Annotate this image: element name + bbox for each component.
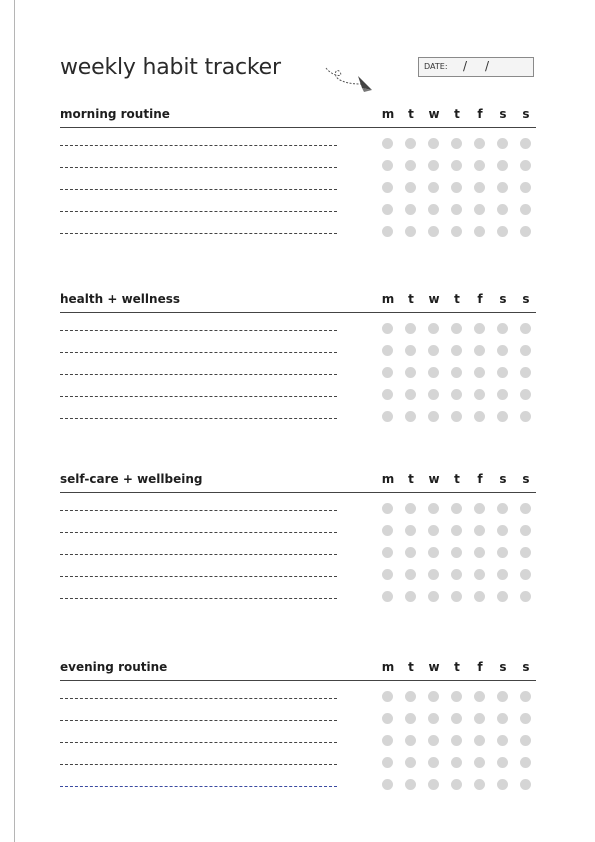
habit-checkbox-dot[interactable] — [428, 591, 439, 602]
habit-row — [60, 158, 536, 180]
day-label: s — [522, 660, 530, 674]
habit-row — [60, 224, 536, 246]
habit-checkbox-dot[interactable] — [382, 547, 393, 558]
habit-entry-line[interactable] — [60, 396, 337, 397]
habit-entry-line[interactable] — [60, 510, 337, 511]
habit-checkbox-dot[interactable] — [520, 323, 531, 334]
habit-checkbox-dot[interactable] — [405, 389, 416, 400]
habit-row — [60, 589, 536, 611]
habit-checkbox-dot[interactable] — [520, 713, 531, 724]
day-label: f — [477, 660, 483, 674]
habit-checkbox-dot[interactable] — [451, 525, 462, 536]
habit-checkbox-dot[interactable] — [520, 138, 531, 149]
day-label: s — [522, 107, 530, 121]
habit-rows — [60, 501, 536, 611]
habit-checkbox-dot[interactable] — [497, 691, 508, 702]
day-label: s — [499, 472, 507, 486]
habit-checkbox-dot[interactable] — [405, 411, 416, 422]
day-label: t — [454, 472, 460, 486]
day-label: f — [477, 292, 483, 306]
habit-checkbox-dot[interactable] — [451, 138, 462, 149]
habit-checkbox-dot[interactable] — [497, 138, 508, 149]
habit-row — [60, 180, 536, 202]
habit-row — [60, 387, 536, 409]
habit-checkbox-dot[interactable] — [474, 591, 485, 602]
section-divider — [60, 312, 536, 313]
day-label: m — [381, 292, 395, 306]
habit-checkbox-dot[interactable] — [474, 226, 485, 237]
habit-row — [60, 545, 536, 567]
habit-rows — [60, 321, 536, 431]
habit-checkbox-dot[interactable] — [382, 345, 393, 356]
habit-checkbox-dot[interactable] — [405, 525, 416, 536]
habit-checkbox-dot[interactable] — [451, 713, 462, 724]
habit-entry-line[interactable] — [60, 145, 337, 146]
habit-checkbox-dot[interactable] — [451, 569, 462, 580]
habit-checkbox-dot[interactable] — [520, 569, 531, 580]
habit-checkbox-dot[interactable] — [405, 735, 416, 746]
date-field[interactable] — [418, 57, 534, 77]
habit-checkbox-dot[interactable] — [520, 757, 531, 768]
habit-checkbox-dot[interactable] — [405, 569, 416, 580]
habit-entry-line[interactable] — [60, 554, 337, 555]
habit-entry-line[interactable] — [60, 720, 337, 721]
habit-checkbox-dot[interactable] — [474, 160, 485, 171]
habit-row — [60, 711, 536, 733]
habit-checkbox-dot[interactable] — [497, 547, 508, 558]
habit-checkbox-dot[interactable] — [405, 713, 416, 724]
habit-section — [60, 472, 536, 492]
habit-checkbox-dot[interactable] — [474, 713, 485, 724]
habit-checkbox-dot[interactable] — [451, 160, 462, 171]
day-label: w — [428, 107, 440, 121]
habit-entry-line[interactable] — [60, 742, 337, 743]
habit-checkbox-dot[interactable] — [405, 226, 416, 237]
habit-checkbox-dot[interactable] — [474, 691, 485, 702]
habit-checkbox-dot[interactable] — [428, 525, 439, 536]
habit-checkbox-dot[interactable] — [520, 411, 531, 422]
habit-checkbox-dot[interactable] — [474, 345, 485, 356]
habit-checkbox-dot[interactable] — [382, 411, 393, 422]
habit-checkbox-dot[interactable] — [497, 779, 508, 790]
section-title: evening routine — [60, 660, 168, 674]
habit-checkbox-dot[interactable] — [497, 503, 508, 514]
section-title: health + wellness — [60, 292, 180, 306]
habit-checkbox-dot[interactable] — [382, 591, 393, 602]
day-label: s — [499, 292, 507, 306]
day-label: m — [381, 472, 395, 486]
habit-checkbox-dot[interactable] — [474, 525, 485, 536]
habit-checkbox-dot[interactable] — [520, 345, 531, 356]
habit-checkbox-dot[interactable] — [428, 411, 439, 422]
day-label: t — [408, 292, 414, 306]
habit-checkbox-dot[interactable] — [451, 591, 462, 602]
habit-checkbox-dot[interactable] — [497, 411, 508, 422]
habit-checkbox-dot[interactable] — [382, 323, 393, 334]
habit-checkbox-dot[interactable] — [405, 691, 416, 702]
habit-checkbox-dot[interactable] — [405, 779, 416, 790]
habit-row — [60, 689, 536, 711]
habit-checkbox-dot[interactable] — [474, 389, 485, 400]
habit-checkbox-dot[interactable] — [428, 735, 439, 746]
day-label: w — [428, 472, 440, 486]
habit-entry-line[interactable] — [60, 211, 337, 212]
habit-checkbox-dot[interactable] — [474, 757, 485, 768]
habit-checkbox-dot[interactable] — [497, 525, 508, 536]
habit-checkbox-dot[interactable] — [497, 735, 508, 746]
page-title: weekly habit tracker — [60, 55, 281, 80]
habit-checkbox-dot[interactable] — [428, 713, 439, 724]
habit-checkbox-dot[interactable] — [428, 182, 439, 193]
habit-checkbox-dot[interactable] — [497, 204, 508, 215]
date-separator: / — [485, 59, 490, 73]
habit-entry-line[interactable] — [60, 576, 337, 577]
day-label: m — [381, 660, 395, 674]
habit-checkbox-dot[interactable] — [520, 525, 531, 536]
habit-checkbox-dot[interactable] — [520, 367, 531, 378]
habit-rows — [60, 136, 536, 246]
day-label: s — [499, 660, 507, 674]
habit-checkbox-dot[interactable] — [428, 757, 439, 768]
day-label: f — [477, 107, 483, 121]
habit-row — [60, 409, 536, 431]
habit-checkbox-dot[interactable] — [474, 204, 485, 215]
habit-row — [60, 365, 536, 387]
section-divider — [60, 127, 536, 128]
habit-checkbox-dot[interactable] — [428, 389, 439, 400]
habit-checkbox-dot[interactable] — [405, 160, 416, 171]
habit-checkbox-dot[interactable] — [451, 691, 462, 702]
section-title: morning routine — [60, 107, 170, 121]
habit-entry-line[interactable] — [60, 330, 337, 331]
habit-checkbox-dot[interactable] — [382, 691, 393, 702]
day-label: w — [428, 660, 440, 674]
habit-row — [60, 343, 536, 365]
habit-checkbox-dot[interactable] — [520, 503, 531, 514]
habit-checkbox-dot[interactable] — [405, 503, 416, 514]
habit-checkbox-dot[interactable] — [428, 367, 439, 378]
habit-row — [60, 755, 536, 777]
habit-section — [60, 107, 536, 127]
habit-row — [60, 733, 536, 755]
section-header — [60, 660, 536, 680]
section-divider — [60, 680, 536, 681]
habit-entry-line[interactable] — [60, 418, 337, 419]
habit-checkbox-dot[interactable] — [428, 569, 439, 580]
habit-checkbox-dot[interactable] — [497, 345, 508, 356]
habit-entry-line[interactable] — [60, 764, 337, 765]
habit-checkbox-dot[interactable] — [451, 779, 462, 790]
habit-checkbox-dot[interactable] — [405, 345, 416, 356]
habit-checkbox-dot[interactable] — [428, 503, 439, 514]
habit-row — [60, 321, 536, 343]
habit-checkbox-dot[interactable] — [497, 323, 508, 334]
section-header — [60, 292, 536, 312]
habit-checkbox-dot[interactable] — [474, 138, 485, 149]
habit-checkbox-dot[interactable] — [428, 204, 439, 215]
habit-entry-line[interactable] — [60, 698, 337, 699]
habit-checkbox-dot[interactable] — [451, 345, 462, 356]
day-label: t — [408, 107, 414, 121]
paper-plane-arrow-icon — [318, 62, 378, 98]
habit-checkbox-dot[interactable] — [474, 547, 485, 558]
day-label: m — [381, 107, 395, 121]
habit-checkbox-dot[interactable] — [428, 138, 439, 149]
habit-checkbox-dot[interactable] — [405, 204, 416, 215]
habit-checkbox-dot[interactable] — [382, 525, 393, 536]
habit-checkbox-dot[interactable] — [382, 138, 393, 149]
habit-checkbox-dot[interactable] — [497, 757, 508, 768]
habit-row — [60, 136, 536, 158]
habit-entry-line[interactable] — [60, 598, 337, 599]
habit-checkbox-dot[interactable] — [520, 182, 531, 193]
habit-checkbox-dot[interactable] — [405, 367, 416, 378]
habit-checkbox-dot[interactable] — [382, 226, 393, 237]
habit-checkbox-dot[interactable] — [474, 503, 485, 514]
habit-checkbox-dot[interactable] — [382, 367, 393, 378]
habit-entry-line[interactable] — [60, 167, 337, 168]
habit-checkbox-dot[interactable] — [520, 691, 531, 702]
habit-checkbox-dot[interactable] — [497, 367, 508, 378]
habit-checkbox-dot[interactable] — [428, 547, 439, 558]
habit-checkbox-dot[interactable] — [382, 389, 393, 400]
habit-checkbox-dot[interactable] — [405, 323, 416, 334]
habit-row — [60, 523, 536, 545]
habit-checkbox-dot[interactable] — [451, 182, 462, 193]
habit-checkbox-dot[interactable] — [497, 226, 508, 237]
day-label: t — [454, 292, 460, 306]
habit-row — [60, 567, 536, 589]
habit-checkbox-dot[interactable] — [520, 591, 531, 602]
habit-checkbox-dot[interactable] — [474, 779, 485, 790]
habit-rows — [60, 689, 536, 799]
day-label: t — [408, 472, 414, 486]
habit-entry-line[interactable] — [60, 233, 337, 234]
habit-checkbox-dot[interactable] — [474, 323, 485, 334]
habit-checkbox-dot[interactable] — [497, 591, 508, 602]
habit-checkbox-dot[interactable] — [405, 757, 416, 768]
habit-checkbox-dot[interactable] — [382, 569, 393, 580]
habit-section — [60, 660, 536, 680]
habit-checkbox-dot[interactable] — [520, 226, 531, 237]
habit-entry-line[interactable] — [60, 532, 337, 533]
habit-checkbox-dot[interactable] — [451, 389, 462, 400]
habit-checkbox-dot[interactable] — [382, 182, 393, 193]
habit-section — [60, 292, 536, 312]
habit-checkbox-dot[interactable] — [520, 389, 531, 400]
habit-row — [60, 202, 536, 224]
habit-checkbox-dot[interactable] — [405, 138, 416, 149]
habit-entry-line[interactable] — [60, 189, 337, 190]
habit-checkbox-dot[interactable] — [497, 160, 508, 171]
habit-row — [60, 777, 536, 799]
habit-checkbox-dot[interactable] — [382, 779, 393, 790]
habit-checkbox-dot[interactable] — [428, 160, 439, 171]
habit-checkbox-dot[interactable] — [428, 691, 439, 702]
habit-checkbox-dot[interactable] — [382, 757, 393, 768]
habit-checkbox-dot[interactable] — [405, 591, 416, 602]
habit-checkbox-dot[interactable] — [474, 735, 485, 746]
habit-checkbox-dot[interactable] — [474, 182, 485, 193]
habit-checkbox-dot[interactable] — [451, 757, 462, 768]
habit-checkbox-dot[interactable] — [428, 323, 439, 334]
habit-checkbox-dot[interactable] — [451, 547, 462, 558]
habit-checkbox-dot[interactable] — [520, 735, 531, 746]
habit-entry-line[interactable] — [60, 374, 337, 375]
habit-checkbox-dot[interactable] — [520, 160, 531, 171]
habit-checkbox-dot[interactable] — [497, 389, 508, 400]
section-divider — [60, 492, 536, 493]
day-label: f — [477, 472, 483, 486]
habit-checkbox-dot[interactable] — [451, 411, 462, 422]
section-title: self-care + wellbeing — [60, 472, 203, 486]
habit-checkbox-dot[interactable] — [520, 547, 531, 558]
habit-entry-line[interactable] — [60, 352, 337, 353]
habit-checkbox-dot[interactable] — [451, 323, 462, 334]
section-header — [60, 472, 536, 492]
habit-checkbox-dot[interactable] — [428, 226, 439, 237]
habit-checkbox-dot[interactable] — [382, 160, 393, 171]
habit-checkbox-dot[interactable] — [382, 204, 393, 215]
binding-margin-line — [14, 0, 15, 842]
habit-checkbox-dot[interactable] — [451, 204, 462, 215]
habit-checkbox-dot[interactable] — [428, 345, 439, 356]
habit-checkbox-dot[interactable] — [382, 503, 393, 514]
habit-checkbox-dot[interactable] — [405, 182, 416, 193]
habit-checkbox-dot[interactable] — [428, 779, 439, 790]
habit-checkbox-dot[interactable] — [497, 713, 508, 724]
habit-checkbox-dot[interactable] — [497, 569, 508, 580]
date-label: DATE: — [424, 62, 448, 71]
habit-checkbox-dot[interactable] — [451, 735, 462, 746]
day-label: t — [454, 107, 460, 121]
habit-row — [60, 501, 536, 523]
habit-checkbox-dot[interactable] — [520, 779, 531, 790]
date-separator: / — [463, 59, 468, 73]
habit-checkbox-dot[interactable] — [451, 226, 462, 237]
section-header — [60, 107, 536, 127]
day-label: t — [454, 660, 460, 674]
habit-checkbox-dot[interactable] — [451, 503, 462, 514]
habit-checkbox-dot[interactable] — [520, 204, 531, 215]
habit-checkbox-dot[interactable] — [474, 367, 485, 378]
habit-checkbox-dot[interactable] — [474, 569, 485, 580]
habit-checkbox-dot[interactable] — [405, 547, 416, 558]
day-label: s — [522, 472, 530, 486]
habit-entry-line[interactable] — [60, 786, 337, 787]
day-label: s — [499, 107, 507, 121]
habit-checkbox-dot[interactable] — [382, 735, 393, 746]
habit-checkbox-dot[interactable] — [382, 713, 393, 724]
day-label: s — [522, 292, 530, 306]
day-label: t — [408, 660, 414, 674]
day-label: w — [428, 292, 440, 306]
habit-checkbox-dot[interactable] — [497, 182, 508, 193]
habit-checkbox-dot[interactable] — [474, 411, 485, 422]
habit-checkbox-dot[interactable] — [451, 367, 462, 378]
